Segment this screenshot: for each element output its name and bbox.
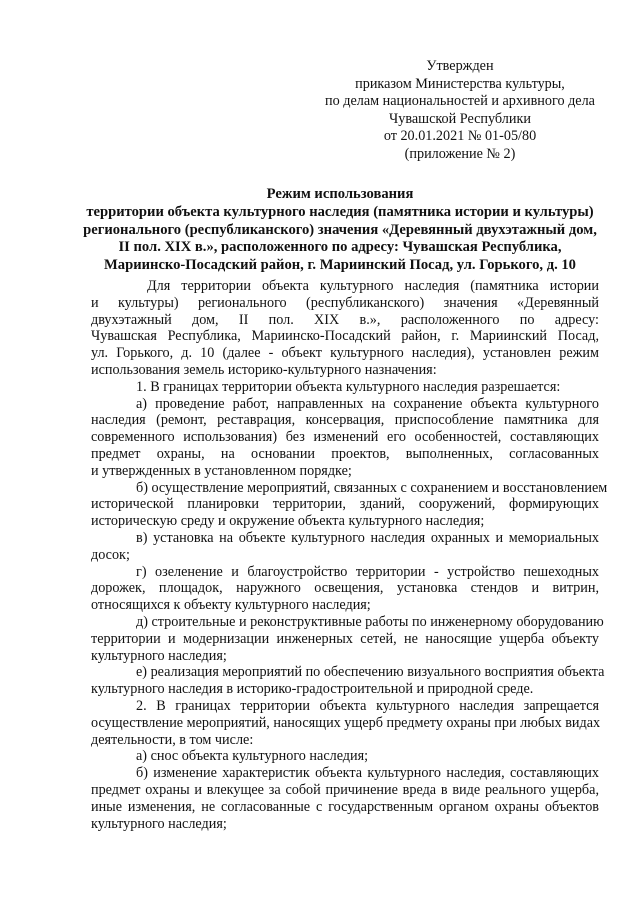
approval-line: по делам национальностей и архивного дела [325, 93, 595, 110]
document-title [70, 186, 610, 275]
body-line: б) осуществление мероприятий, связанных с сохранением и восстановлением [136, 479, 608, 496]
title-line: территории объекта культурного наследия (памятника истории и культуры) [86, 203, 594, 220]
body-line: и утвержденных в установленном порядке; [91, 462, 352, 479]
body-line: ул. Горького, д. 10 (далее - объект культурного наследия), установлен режим [91, 345, 599, 362]
title-line: Режим использования [266, 186, 414, 202]
approval-line: Чувашской Республики [389, 110, 531, 127]
body-line: Для территории объекта культурного наследия (памятника истории [147, 278, 599, 294]
body-line: наследия (ремонт, реставрация, консервация, приспособление памятника для [91, 412, 599, 429]
body-line: предмет охраны и влекущее за собой причинение вреда в виде реального ущерба, [91, 781, 599, 798]
body-line: культурного наследия; [91, 815, 227, 832]
body-line: современного использования) без изменений его особенностей, составляющих [91, 429, 599, 446]
body-line: в) установка на объекте культурного наследия охранных и мемориальных [136, 529, 599, 546]
document-body [91, 278, 608, 832]
body-line: д) строительные и реконструктивные работы по инженерному оборудованию [136, 613, 604, 630]
body-line: историческую среду и окружение объекта культурного наследия; [91, 513, 485, 530]
body-line: Чувашская Республика, Мариинско-Посадский район, г. Мариинский Посад, [91, 328, 599, 345]
body-line: а) проведение работ, направленных на сохранение объекта культурного [136, 395, 599, 412]
body-line: культурного наследия; [91, 647, 227, 664]
title-line: Мариинско-Посадский район, г. Мариинский Посад, ул. Горького, д. 10 [104, 257, 576, 274]
body-line: и культуры) регионального (республиканского) значения «Деревянный [91, 294, 599, 311]
body-line: деятельности, в том числе: [91, 731, 254, 748]
body-line: иные изменения, не согласованные с государственным органом охраны объектов [91, 798, 599, 815]
approval-line: Утвержден [426, 58, 494, 74]
body-line: дорожек, площадок, наружного освещения, установка стендов и витрин, [91, 580, 599, 597]
body-line: е) реализация мероприятий по обеспечению визуального восприятия объекта [136, 664, 605, 681]
body-line: 1. В границах территории объекта культурного наследия разрешается: [136, 378, 561, 395]
body-line: б) изменение характеристик объекта культурного наследия, составляющих [136, 765, 599, 782]
body-line: предмет охраны, на основании проектов, выполненных, согласованных [91, 445, 599, 462]
body-line: а) снос объекта культурного наследия; [136, 748, 369, 765]
approval-line: (приложение № 2) [404, 145, 516, 162]
title-line: II пол. XIX в.», расположенного по адресу: Чувашская Республика, [118, 239, 562, 256]
body-line: осуществление мероприятий, наносящих ущерб предмету охраны при любых видах [91, 714, 601, 731]
body-line: территории и модернизации инженерных сетей, не наносящие ущерба объекту [91, 630, 599, 647]
body-line: досок; [91, 546, 130, 563]
body-line: исторической планировки территории, зданий, сооружений, формирующих [91, 496, 599, 513]
body-line: относящихся к объекту культурного наследия; [91, 597, 371, 614]
body-line: культурного наследия в историко-градостроительной и природной среде. [91, 681, 534, 698]
body-line: г) озеленение и благоустройство территории - устройство пешеходных [136, 563, 599, 580]
body-line: использования земель историко-культурного назначения: [91, 361, 437, 378]
title-line: регионального (республиканского) значения «Деревянный двухэтажный дом, [83, 221, 597, 238]
body-line: 2. В границах территории объекта культурного наследия запрещается [136, 697, 599, 714]
body-line: двухэтажный дом, II пол. XIX в.», расположенного по адресу: [91, 311, 599, 328]
approval-stamp [300, 58, 620, 164]
approval-line: приказом Министерства культуры, [355, 75, 565, 92]
approval-line: от 20.01.2021 № 01-05/80 [383, 128, 537, 145]
